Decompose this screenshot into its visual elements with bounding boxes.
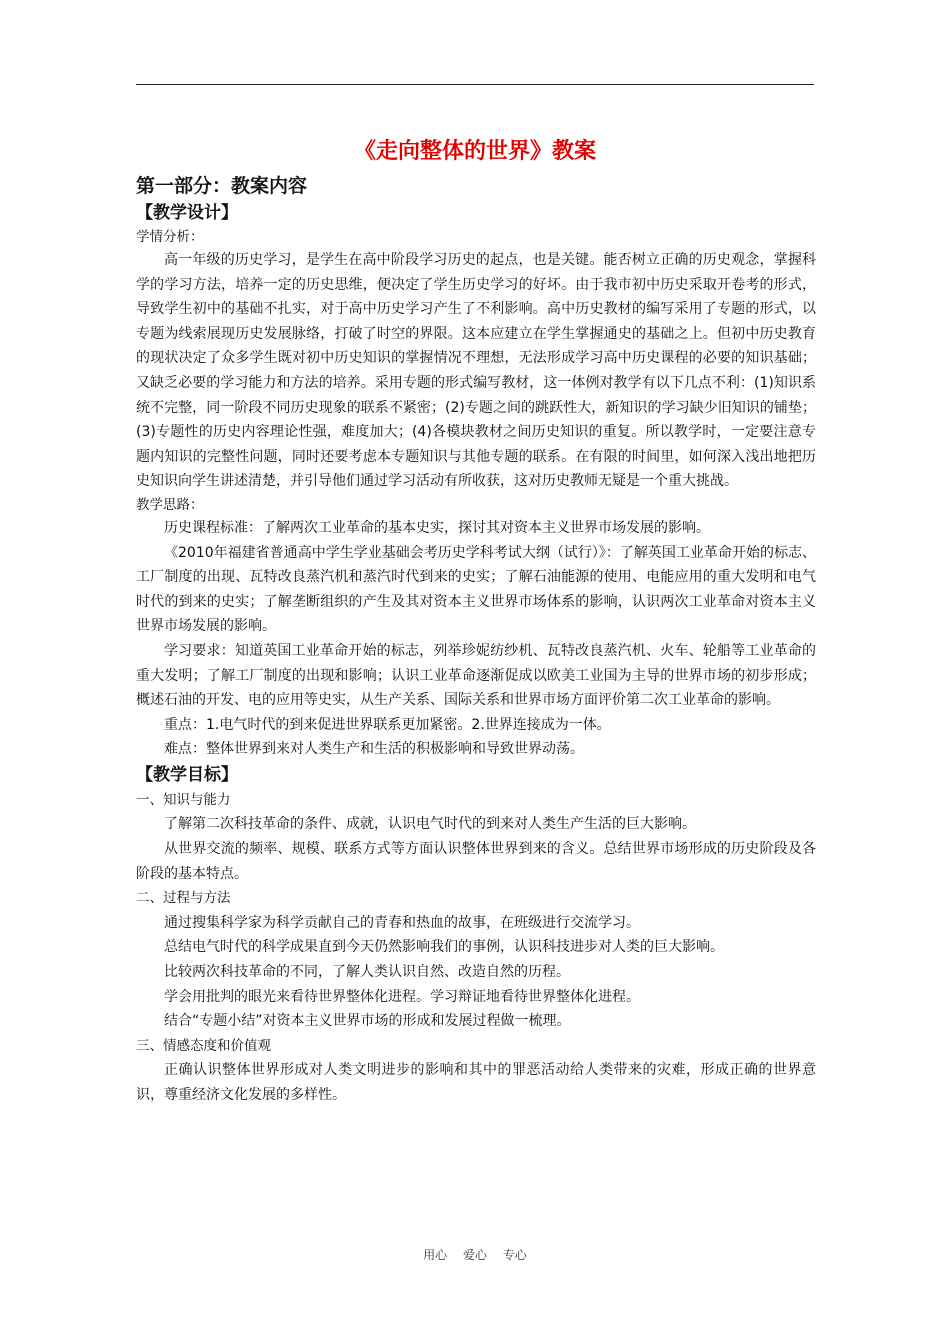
section-heading-design: 【教学设计】 <box>136 203 238 223</box>
thinking-paragraph-1: 历史课程标准：了解两次工业革命的基本史实，探讨其对资本主义世界市场发展的影响。 <box>164 519 710 536</box>
section-heading-goals: 【教学目标】 <box>136 764 238 785</box>
goal-process-paragraph-1: 通过搜集科学家为科学贡献自己的青春和热血的故事，在班级进行交流学习。 <box>164 914 640 931</box>
goal-knowledge-label: 一、知识与能力 <box>136 791 231 808</box>
goal-process-paragraph-3: 比较两次科技革命的不同，了解人类认识自然、改造自然的历程。 <box>164 964 570 981</box>
goal-values-paragraph: 正确认识整体世界形成对人类文明进步的影响和其中的罪恶活动给人类带来的灾难，形成正确的世界意识，尊重经济文化发展的多样性。 <box>136 1062 816 1103</box>
page-footer: 用心 爱心 专心 <box>423 1248 527 1262</box>
header-rule <box>136 84 814 85</box>
goal-knowledge-paragraph-1: 了解第二次科技革命的条件、成就，认识电气时代的到来对人类生产生活的巨大影响。 <box>164 816 696 833</box>
goal-values-label: 三、情感态度和价值观 <box>136 1037 271 1054</box>
key-points: 重点：1.电气时代的到来促进世界联系更加紧密。2.世界连接成为一体。 <box>164 716 611 733</box>
thinking-paragraph-2: 《2010年福建省普通高中学生学业基础会考历史学科考试大纲（试行）》：了解英国工业革命开始的标志、工厂制度的出现、瓦特改良蒸汽机和蒸汽时代到来的史实；了解石油能源的使用、电能应用的重大发明和电气时代的到来的史实；了解垄断组织的产生及其对资本主义世界市场体系的影响，认识两次工业革命对资本主义世界市场发展的影响。 <box>136 544 816 635</box>
analysis-paragraph: 高一年级的历史学习，是学生在高中阶段学习历史的起点，也是关键。能否树立正确的历史观念，掌握科学的学习方法，培养一定的历史思维，便决定了学生历史学习的好坏。由于我市初中历史采取开卷考的形式，导致学生初中的基础不扎实，对于高中历史学习产生了不利影响。高中历史教材的编写采用了专题的形式，以专题为线索展现历史发展脉络，打破了时空的界限。这本应建立在学生掌握通史的基础之上。但初中历史教育的现状决定了众多学生既对初中历史知识的掌握情况不理想，无法形成学习高中历史课程的必要的知识基础；又缺乏必要的学习能力和方法的培养。采用专题的形式编写教材，这一体例对教学有以下几点不利：(1)知识系统不完整，同一阶段不同历史现象的联系不紧密；(2)专题之间的跳跃性大，新知识的学习缺少旧知识的铺垫；(3)专题性的历史内容理论性强，难度加大；(4)各模块教材之间历史知识的重复。所以教学时，一定要注意专题内知识的完整性问题，同时还要考虑本专题知识与其他专题的联系。在有限的时间里，如何深入浅出地把历史知识向学生讲述清楚，并引导他们通过学习活动有所收获，这对历史教师无疑是一个重大挑战。 <box>136 252 816 490</box>
label-thinking: 教学思路： <box>136 496 204 513</box>
thinking-paragraph-3: 学习要求：知道英国工业革命开始的标志，列举珍妮纺纱机、瓦特改良蒸汽机、火车、轮船等工业革命的重大发明；了解工厂制度的出现和影响；认识工业革命逐渐促成以欧美工业国为主导的世界市场的初步形成；概述石油的开发、电的应用等史实，从生产关系、国际关系和世界市场方面评价第二次工业革命的影响。 <box>136 642 816 709</box>
label-analysis: 学情分析： <box>136 229 204 245</box>
goal-process-label: 二、过程与方法 <box>136 890 231 907</box>
goal-process-paragraph-4: 学会用批判的眼光来看待世界整体化进程。学习辩证地看待世界整体化进程。 <box>164 988 640 1005</box>
part-heading: 第一部分：教案内容 <box>136 175 308 197</box>
goal-process-paragraph-5: 结合“专题小结”对资本主义世界市场的形成和发展过程做一梳理。 <box>164 1013 571 1030</box>
document-body <box>136 172 816 1108</box>
document-title: 《走向整体的世界》教案 <box>353 138 596 164</box>
goal-knowledge-paragraph-2: 从世界交流的频率、规模、联系方式等方面认识整体世界到来的含义。总结世界市场形成的历史阶段及各阶段的基本特点。 <box>136 841 816 882</box>
goal-process-paragraph-2: 总结电气时代的科学成果直到今天仍然影响我们的事例，认识科技进步对人类的巨大影响。 <box>164 939 724 956</box>
difficult-points: 难点：整体世界到来对人类生产和生活的积极影响和导致世界动荡。 <box>164 741 584 758</box>
